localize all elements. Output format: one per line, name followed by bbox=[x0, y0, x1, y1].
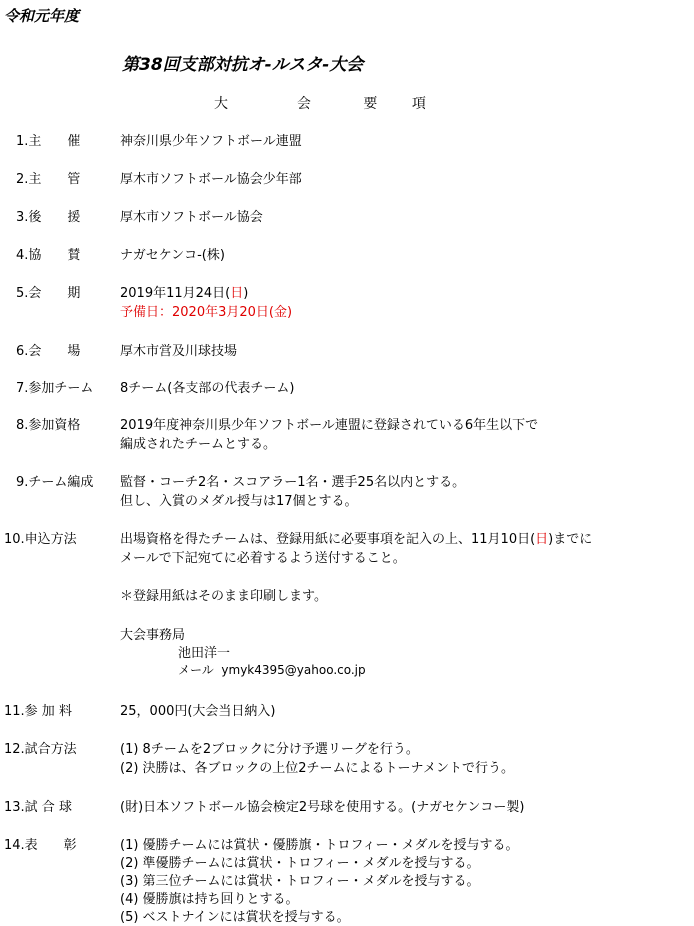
item-label-manager: 2.主 管 bbox=[16, 172, 81, 187]
heading-char: 会 bbox=[296, 96, 311, 112]
registration-note: ＊登録用紙はそのまま印刷します。 bbox=[120, 589, 327, 604]
item-label-ball: 13.試 合 球 bbox=[4, 800, 72, 815]
item-label-venue: 6.会 場 bbox=[16, 344, 81, 359]
office-label: 大会事務局 bbox=[120, 628, 186, 643]
item-value-manager: 厚木市ソフトボール協会少年部 bbox=[120, 172, 302, 187]
date-day: 日 bbox=[230, 286, 244, 301]
item-label-application: 10.申込方法 bbox=[4, 532, 77, 547]
item-value-award-line: (3) 第三位チームには賞状・トロフィー・メダルを授与する。 bbox=[120, 874, 480, 889]
item-label-awards: 14.表 彰 bbox=[4, 838, 77, 853]
date-close: ) bbox=[243, 286, 249, 301]
item-label-teams: 7.参加チーム bbox=[16, 381, 94, 396]
item-label-support: 3.後 援 bbox=[16, 210, 81, 225]
item-value-reserve-date: 予備日：2020年3月20日(金) bbox=[120, 305, 293, 320]
item-value-application-line: メールで下記宛てに必着するよう送付すること。 bbox=[120, 551, 406, 566]
item-value-fee: 25，000円(大会当日納入) bbox=[120, 704, 276, 719]
application-text: 出場資格を得たチームは、登録用紙に必要事項を記入の上、11月10日( bbox=[120, 532, 536, 547]
item-label-period: 5.会 期 bbox=[16, 286, 81, 301]
application-text-end: )までに bbox=[548, 532, 593, 547]
section-heading bbox=[214, 93, 426, 113]
item-value-support: 厚木市ソフトボール協会 bbox=[120, 210, 263, 225]
application-day: 日 bbox=[535, 532, 549, 547]
item-value-sponsor: ナガセケンコ-(株) bbox=[120, 248, 225, 263]
item-label-fee: 11.参 加 料 bbox=[4, 704, 72, 719]
item-value-teams: 8チーム(各支部の代表チーム) bbox=[120, 381, 295, 396]
item-value-venue: 厚木市営及川球技場 bbox=[120, 344, 238, 359]
item-label-sponsor: 4.協 賛 bbox=[16, 248, 81, 263]
item-value-date bbox=[120, 282, 248, 301]
item-value-award-line: (2) 準優勝チームには賞状・トロフィー・メダルを授与する。 bbox=[120, 856, 480, 871]
mail-label: メール bbox=[178, 663, 214, 677]
heading-char: 大 bbox=[214, 96, 228, 112]
item-value-award-line: (1) 優勝チームには賞状・優勝旗・トロフィー・メダルを授与する。 bbox=[120, 838, 519, 853]
item-value-award-line: (5) ベストナインには賞状を授与する。 bbox=[120, 910, 350, 925]
item-value-award-line: (4) 優勝旗は持ち回りとする。 bbox=[120, 892, 299, 907]
item-value-method-line: (1) 8チームを2ブロックに分け予選リーグを行う。 bbox=[120, 742, 419, 757]
item-label-eligibility: 8.参加資格 bbox=[16, 418, 81, 433]
item-label-match-method: 12.試合方法 bbox=[4, 742, 77, 757]
contact-name: 池田洋一 bbox=[178, 646, 231, 661]
item-value-method-line: (2) 決勝は、各ブロックの上位2チームによるトーナメントで行う。 bbox=[120, 761, 515, 776]
document-title: 第38回支部対抗オ-ルスタ-大会 bbox=[122, 55, 364, 75]
date-text: 2019年11月24日( bbox=[120, 286, 231, 301]
item-value-eligibility-line: 編成されたチームとする。 bbox=[120, 437, 277, 452]
heading-char: 項 bbox=[411, 96, 426, 112]
item-value-ball: (財)日本ソフトボール協会検定2号球を使用する。(ナガセケンコー製) bbox=[120, 800, 525, 815]
item-label-team-composition: 9.チーム編成 bbox=[16, 475, 94, 490]
contact-mail bbox=[178, 661, 366, 678]
heading-char: 要 bbox=[363, 96, 378, 112]
era-label: 令和元年度 bbox=[4, 7, 80, 25]
item-label-organizer: 1.主 催 bbox=[16, 134, 81, 149]
item-value-composition-line: 但し、入賞のメダル授与は17個とする。 bbox=[120, 494, 358, 509]
item-value-application-line bbox=[120, 528, 592, 547]
item-value-eligibility-line: 2019年度神奈川県少年ソフトボール連盟に登録されている6年生以下で bbox=[120, 418, 539, 433]
item-value-organizer: 神奈川県少年ソフトボール連盟 bbox=[120, 134, 302, 149]
mail-address[interactable]: ymyk4395@yahoo.co.jp bbox=[221, 663, 366, 677]
item-value-composition-line: 監督・コーチ2名・スコアラー1名・選手25名以内とする。 bbox=[120, 475, 466, 490]
